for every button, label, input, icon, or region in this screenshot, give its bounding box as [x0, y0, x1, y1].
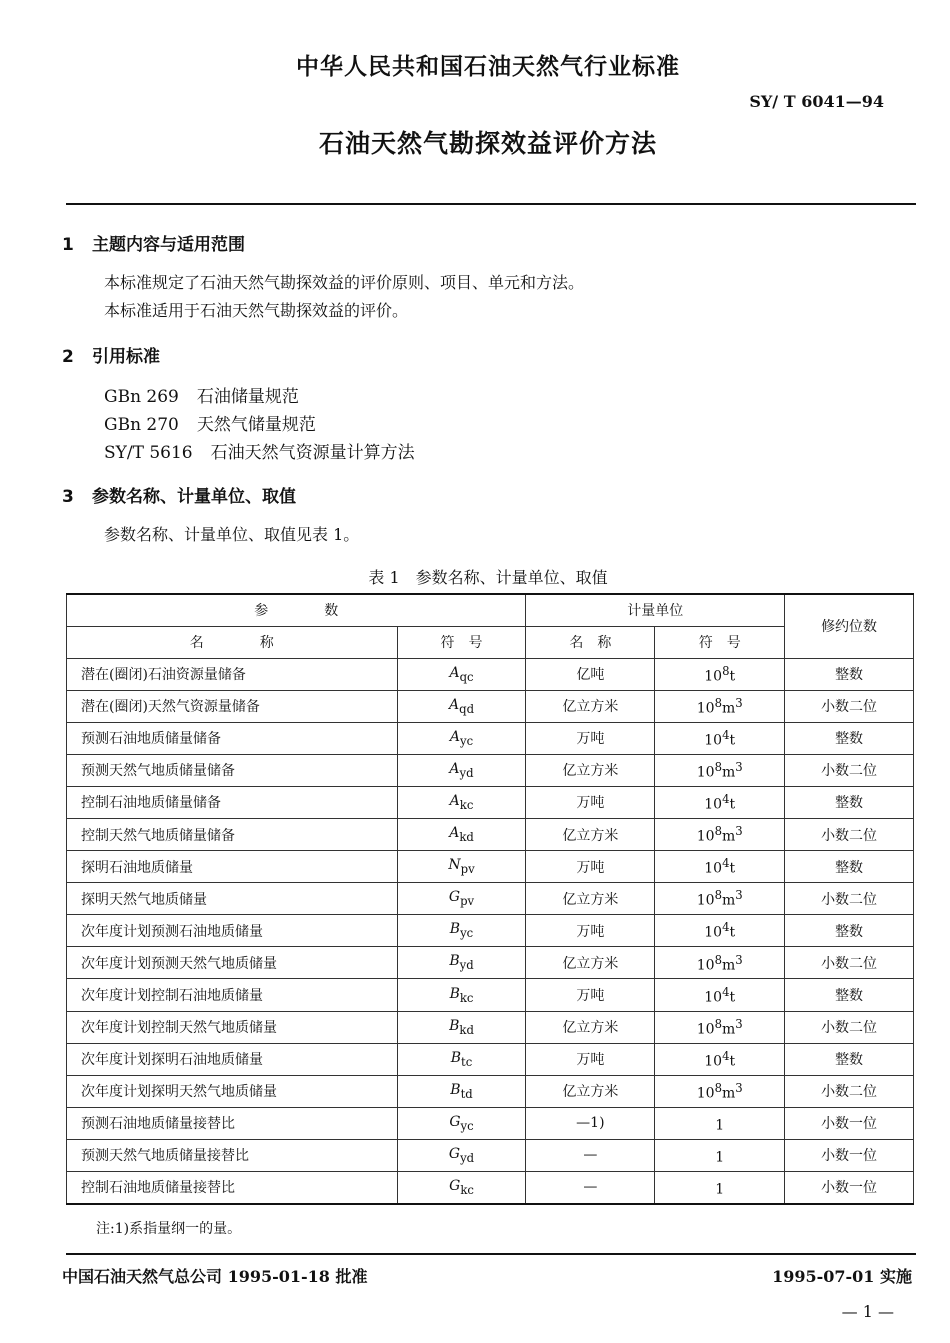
unit-exponent: 4	[722, 1048, 730, 1063]
symbol-subscript: pv	[460, 862, 475, 876]
param-symbol-cell	[397, 754, 526, 786]
param-symbol-cell	[397, 690, 526, 722]
unit-tail: t	[729, 860, 736, 877]
symbol-base: B	[450, 1049, 462, 1066]
unit-base: 10	[696, 1021, 715, 1038]
standard-code: SY/ T 6041—94	[749, 92, 884, 111]
unit-base: 10	[696, 828, 715, 845]
unit-symbol-cell	[655, 851, 785, 883]
footer-divider	[66, 1253, 916, 1255]
param-symbol-cell	[397, 1107, 526, 1139]
unit-base: 10	[696, 1085, 715, 1102]
unit-symbol-cell	[655, 947, 785, 979]
unit-symbol-cell	[655, 1011, 785, 1043]
unit-tail: t	[729, 796, 736, 813]
unit-name-cell: —1)	[526, 1107, 655, 1139]
table-row	[67, 1075, 914, 1107]
unit-base: 10	[696, 957, 715, 974]
symbol-base: G	[448, 889, 461, 906]
table-row	[67, 1043, 914, 1075]
symbol-subscript: yc	[460, 733, 474, 748]
precision-cell: 整数	[785, 915, 914, 947]
table-row	[67, 818, 914, 850]
unit-tail-exponent: 3	[735, 824, 743, 839]
param-symbol-cell	[397, 722, 526, 754]
precision-cell: 小数二位	[785, 1011, 914, 1043]
param-symbol-cell	[397, 1139, 526, 1171]
symbol-base: B	[449, 953, 460, 970]
symbol-base: N	[448, 857, 461, 874]
unit-symbol-cell	[655, 1172, 785, 1204]
symbol-base: G	[448, 1146, 461, 1163]
unit-symbol-cell	[655, 979, 785, 1011]
unit-name-cell: 亿立方米	[526, 883, 655, 915]
unit-tail: m	[721, 764, 736, 781]
section-number: 1	[62, 235, 74, 255]
param-name-cell: 次年度计划预测天然气地质储量	[67, 947, 398, 979]
unit-tail: m	[721, 957, 736, 974]
table-row	[67, 915, 914, 947]
table-note: 注:1)系指量纲一的量。	[96, 1221, 242, 1237]
param-symbol-cell	[397, 947, 526, 979]
precision-cell: 小数一位	[785, 1107, 914, 1139]
param-name-cell: 预测天然气地质储量接替比	[67, 1139, 398, 1171]
section-title: 参数名称、计量单位、取值	[92, 487, 296, 507]
section-1-paragraph: 本标准适用于石油天然气勘探效益的评价。	[104, 301, 409, 320]
symbol-subscript: kc	[460, 1182, 474, 1197]
unit-name-cell: 亿立方米	[526, 754, 655, 786]
unit-exponent: 4	[722, 920, 730, 935]
table-row	[67, 979, 914, 1011]
precision-cell: 整数	[785, 786, 914, 818]
symbol-subscript: yd	[459, 958, 474, 973]
reference-name: 石油储量规范	[196, 387, 299, 407]
param-symbol-cell	[397, 786, 526, 818]
unit-tail-exponent: 3	[735, 1080, 743, 1095]
unit-tail: m	[721, 893, 736, 910]
unit-symbol-cell	[655, 1107, 785, 1139]
unit-symbol-cell	[655, 722, 785, 754]
table-row	[67, 947, 914, 979]
effective-date: 1995-07-01 实施	[772, 1267, 912, 1286]
unit-name-cell: —	[526, 1139, 655, 1171]
param-symbol-cell	[397, 915, 526, 947]
table-row	[67, 658, 914, 690]
unit-exponent: 8	[714, 1080, 722, 1095]
table-body	[67, 658, 914, 1204]
param-name-cell: 控制石油地质储量接替比	[67, 1172, 398, 1204]
param-symbol-cell	[397, 851, 526, 883]
unit-base: 10	[704, 925, 723, 942]
param-name-cell: 次年度计划控制天然气地质储量	[67, 1011, 398, 1043]
unit-name-cell: 万吨	[526, 915, 655, 947]
reference-item	[104, 410, 316, 435]
table-row	[67, 786, 914, 818]
symbol-column-header: 符 号	[397, 626, 526, 658]
unit-name-cell: 万吨	[526, 851, 655, 883]
param-symbol-cell	[397, 883, 526, 915]
unit-name-column-header: 名 称	[526, 626, 655, 658]
precision-cell: 小数一位	[785, 1172, 914, 1204]
unit-base: 10	[696, 893, 715, 910]
symbol-base: B	[450, 1081, 461, 1098]
unit-exponent: 4	[722, 984, 730, 999]
symbol-subscript: kc	[459, 797, 474, 812]
unit-tail: t	[729, 1053, 736, 1070]
symbol-base: B	[449, 921, 461, 938]
unit-name-cell: 亿立方米	[526, 1011, 655, 1043]
precision-cell: 小数二位	[785, 818, 914, 850]
param-name-cell: 次年度计划探明石油地质储量	[67, 1043, 398, 1075]
param-name-cell: 预测天然气地质储量储备	[67, 754, 398, 786]
unit-exponent: 8	[714, 1016, 722, 1031]
table-row	[67, 754, 914, 786]
name-column-header: 名 称	[67, 626, 398, 658]
unit-name-cell: 万吨	[526, 1043, 655, 1075]
unit-symbol-cell	[655, 658, 785, 690]
symbol-subscript: yc	[460, 926, 474, 941]
unit-tail: m	[721, 700, 736, 717]
unit-symbol-column-header: 符 号	[655, 626, 785, 658]
reference-code: GBn 270	[104, 415, 179, 435]
symbol-base: A	[449, 728, 461, 745]
unit-tail: m	[721, 1021, 736, 1038]
symbol-subscript: pv	[460, 894, 475, 909]
reference-code: SY/T 5616	[104, 443, 193, 463]
unit-base: 10	[704, 989, 723, 1006]
symbol-subscript: tc	[461, 1054, 473, 1069]
unit-symbol-cell	[655, 1139, 785, 1171]
unit-tail-exponent: 3	[735, 952, 743, 967]
unit-group-header: 计量单位	[526, 594, 785, 626]
unit-tail-exponent: 3	[735, 888, 743, 903]
unit-base: 1	[715, 1117, 725, 1134]
table-row	[67, 1172, 914, 1204]
unit-base: 10	[704, 1053, 723, 1070]
symbol-base: A	[449, 664, 460, 681]
param-name-cell: 潜在(圈闭)石油资源量储备	[67, 658, 398, 690]
section-1-heading	[62, 230, 245, 255]
param-symbol-cell	[397, 658, 526, 690]
precision-cell: 整数	[785, 851, 914, 883]
section-number: 3	[62, 487, 74, 507]
industry-standard-heading: 中华人民共和国石油天然气行业标准	[296, 54, 680, 80]
unit-tail: t	[729, 925, 736, 942]
unit-symbol-cell	[655, 1075, 785, 1107]
table-caption: 表 1 参数名称、计量单位、取值	[368, 568, 608, 587]
unit-exponent: 8	[714, 952, 722, 967]
section-3-paragraph: 参数名称、计量单位、取值见表 1。	[104, 525, 360, 544]
symbol-subscript: kd	[459, 1022, 474, 1037]
symbol-base: A	[449, 793, 460, 810]
unit-name-cell: 亿立方米	[526, 947, 655, 979]
precision-header: 修约位数	[785, 594, 914, 658]
parameter-table	[66, 593, 914, 1205]
symbol-subscript: td	[460, 1086, 473, 1101]
symbol-base: B	[449, 985, 460, 1002]
reference-item	[104, 438, 415, 463]
unit-symbol-cell	[655, 754, 785, 786]
precision-cell: 整数	[785, 1043, 914, 1075]
precision-cell: 小数二位	[785, 690, 914, 722]
unit-base: 10	[704, 860, 723, 877]
unit-symbol-cell	[655, 690, 785, 722]
precision-cell: 整数	[785, 658, 914, 690]
section-number: 2	[62, 347, 74, 367]
section-title: 主题内容与适用范围	[92, 235, 245, 255]
table-row	[67, 1011, 914, 1043]
param-name-cell: 预测石油地质储量接替比	[67, 1107, 398, 1139]
unit-symbol-cell	[655, 818, 785, 850]
symbol-subscript: yc	[460, 1118, 474, 1133]
unit-base: 10	[704, 732, 723, 749]
unit-exponent: 4	[722, 727, 730, 742]
unit-base: 1	[715, 1149, 725, 1166]
unit-exponent: 8	[722, 663, 730, 678]
param-symbol-cell	[397, 1043, 526, 1075]
symbol-base: A	[449, 760, 460, 777]
unit-base: 10	[696, 700, 715, 717]
precision-cell: 小数二位	[785, 1075, 914, 1107]
unit-symbol-cell	[655, 1043, 785, 1075]
section-1-paragraph: 本标准规定了石油天然气勘探效益的评价原则、项目、单元和方法。	[104, 273, 585, 292]
unit-symbol-cell	[655, 915, 785, 947]
symbol-subscript: kc	[459, 990, 474, 1005]
unit-tail-exponent: 3	[735, 695, 743, 710]
unit-base: 10	[704, 668, 723, 685]
table-row	[67, 1107, 914, 1139]
unit-exponent: 4	[722, 856, 730, 871]
table-row	[67, 1139, 914, 1171]
unit-base: 1	[715, 1181, 725, 1198]
unit-tail: t	[729, 989, 736, 1006]
unit-tail: t	[729, 732, 736, 749]
table-row	[67, 722, 914, 754]
unit-name-cell: 亿吨	[526, 658, 655, 690]
approval-line: 中国石油天然气总公司 1995-01-18 批准	[62, 1267, 368, 1286]
table-row	[67, 690, 914, 722]
section-title: 引用标准	[92, 347, 160, 367]
unit-symbol-cell	[655, 883, 785, 915]
symbol-base: A	[448, 696, 460, 713]
unit-name-cell: —	[526, 1172, 655, 1204]
param-symbol-cell	[397, 1011, 526, 1043]
precision-cell: 整数	[785, 722, 914, 754]
param-symbol-cell	[397, 1172, 526, 1204]
symbol-base: A	[449, 825, 460, 842]
document-title: 石油天然气勘探效益评价方法	[318, 129, 657, 158]
unit-name-cell: 亿立方米	[526, 1075, 655, 1107]
unit-symbol-cell	[655, 786, 785, 818]
precision-cell: 小数二位	[785, 947, 914, 979]
param-symbol-cell	[397, 818, 526, 850]
symbol-subscript: yd	[459, 765, 474, 780]
param-name-cell: 控制天然气地质储量储备	[67, 818, 398, 850]
unit-exponent: 4	[722, 792, 730, 807]
symbol-subscript: kd	[459, 829, 474, 844]
header-divider	[66, 203, 916, 205]
unit-name-cell: 亿立方米	[526, 818, 655, 850]
unit-tail: t	[729, 668, 736, 685]
table-row	[67, 851, 914, 883]
unit-name-cell: 亿立方米	[526, 690, 655, 722]
unit-exponent: 8	[714, 760, 722, 774]
symbol-base: G	[449, 1113, 461, 1130]
symbol-subscript: qc	[459, 669, 474, 684]
precision-cell: 小数一位	[785, 1139, 914, 1171]
unit-tail: m	[721, 1085, 736, 1102]
unit-tail-exponent: 3	[735, 1016, 743, 1031]
symbol-base: B	[449, 1017, 460, 1034]
precision-cell: 小数二位	[785, 754, 914, 786]
precision-cell: 整数	[785, 979, 914, 1011]
unit-base: 10	[704, 796, 723, 813]
unit-base: 10	[696, 764, 715, 781]
param-name-cell: 次年度计划探明天然气地质储量	[67, 1075, 398, 1107]
section-2-heading	[62, 342, 160, 367]
table-row	[67, 883, 914, 915]
section-3-heading	[62, 482, 296, 507]
unit-exponent: 8	[714, 695, 722, 710]
reference-item	[104, 382, 299, 407]
symbol-subscript: qd	[459, 701, 475, 716]
param-name-cell: 次年度计划预测石油地质储量	[67, 915, 398, 947]
symbol-base: G	[449, 1177, 461, 1194]
unit-name-cell: 万吨	[526, 786, 655, 818]
param-name-cell: 次年度计划控制石油地质储量	[67, 979, 398, 1011]
unit-name-cell: 万吨	[526, 722, 655, 754]
param-symbol-cell	[397, 1075, 526, 1107]
precision-cell: 小数二位	[785, 883, 914, 915]
page-number: — 1 —	[841, 1302, 894, 1321]
param-group-header: 参 数	[67, 594, 526, 626]
unit-exponent: 8	[714, 888, 722, 903]
symbol-subscript: yd	[460, 1150, 475, 1165]
param-name-cell: 潜在(圈闭)天然气资源量储备	[67, 690, 398, 722]
reference-code: GBn 269	[104, 387, 179, 407]
param-symbol-cell	[397, 979, 526, 1011]
param-name-cell: 预测石油地质储量储备	[67, 722, 398, 754]
param-name-cell: 探明天然气地质储量	[67, 883, 398, 915]
unit-exponent: 8	[714, 824, 722, 839]
param-name-cell: 探明石油地质储量	[67, 851, 398, 883]
reference-name: 天然气储量规范	[196, 415, 316, 435]
unit-name-cell: 万吨	[526, 979, 655, 1011]
unit-tail-exponent: 3	[735, 760, 743, 774]
param-name-cell: 控制石油地质储量储备	[67, 786, 398, 818]
unit-tail: m	[721, 828, 736, 845]
reference-name: 石油天然气资源量计算方法	[210, 443, 415, 463]
